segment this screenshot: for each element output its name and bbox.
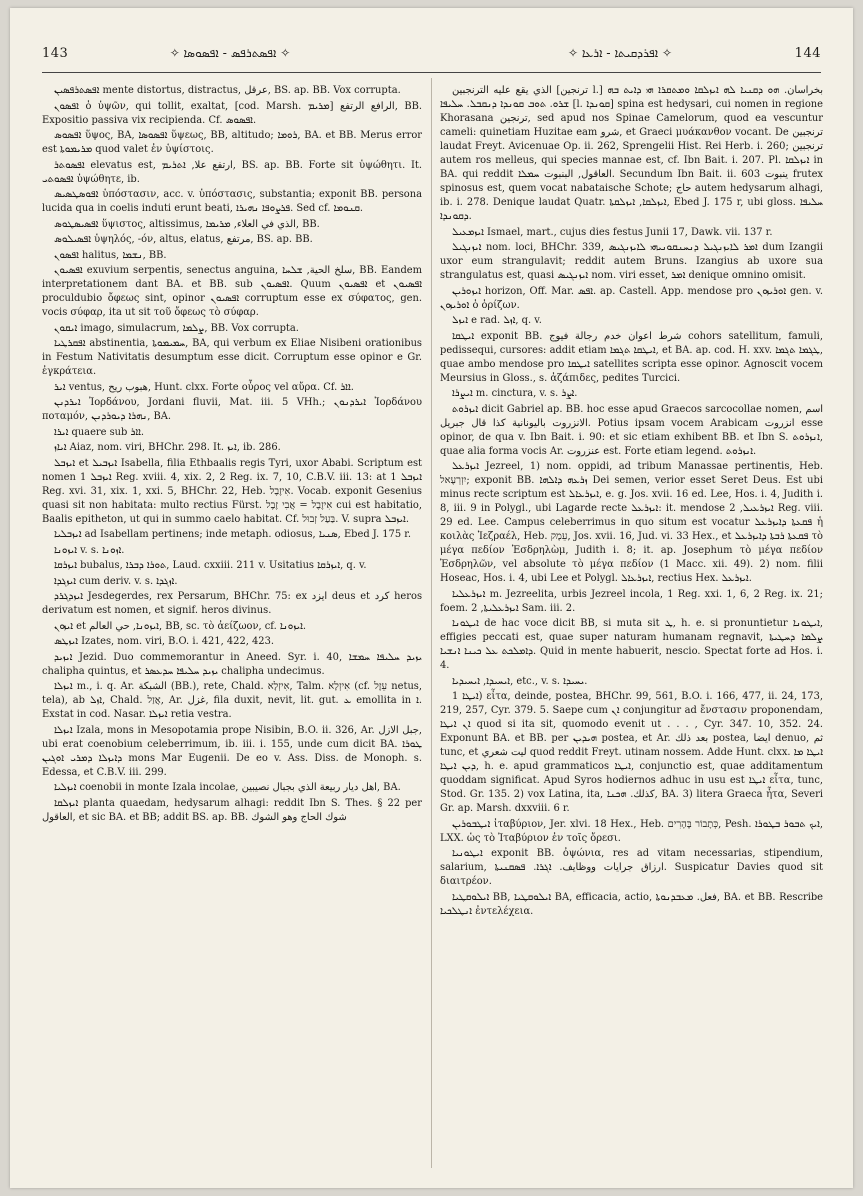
dictionary-entry: ܐܝܙܛܣ Izates, nom. viri, B.O. i. 421, 422, 423. bbox=[54, 636, 274, 647]
dictionary-entry: ܐܦܣܝܣܛܘܣ ὕψιστος, altissimus, الذي في العلاء, ܡܪܝܡܐ, BB. bbox=[54, 218, 320, 230]
dictionary-entry: ܐܝܙܪܥܠܝܐ m. Jezreelita, urbis Jezreel incola, 1 Reg. xxi. 1, 6, 2 Reg. ix. 21; foem. ܐܝܙܪܥܠܝܬܐ, 2 Sam. iii. 2. bbox=[440, 588, 823, 614]
page-number-left: 143 bbox=[42, 46, 69, 61]
dictionary-entry: ܐܝܙܘܪܝܢ horizon, Off. Mar. ܐܦܣ. ap. Castell. App. mendose pro ܐܘܪܝܙܘܢ gen. v. ܐܘܪܝܙܘܢ ὁ ὁρίζων. bbox=[440, 285, 823, 311]
dictionary-entry: ܐܝܙܠܝܐ coenobii in monte Izala incolae, اهل ديار ربيعة الذي بجبال نصيبين, BA. bbox=[54, 782, 401, 793]
dictionary-entry: ܐܝܙܝܕ Jezid. Duo commemorantur in Aneed. Syr. i. 40, ܝܙܝܕ ܚܠܝܦܐ ܚܡܫܐ chalipha quintus, et ܝܙܝܕ ܚܠܝܦܐ ܚܕܥܣܪ chalipha undecimus. bbox=[42, 651, 422, 677]
dictionary-entry: ܐܦܩܪܛܝܐ abstinentia, ܚܡܝܡܘܬܐ, BA, qui verbum ex Eliae Nisibeni orationibus in Festum Nativitatis desumptum esse dicit. Corruptum esse opinor e Gr. ἐγκράτεια. bbox=[42, 338, 422, 377]
dictionary-entry: ܐܝܩܘܢ imago, simulacrum, ܨܠܡܐ, BB. Vox corrupta. bbox=[54, 322, 299, 334]
dictionary-entry: ܐܦܣܝܠܘܣ ὑψηλός, -όν, altus, elatus, مرتفع, BS. ap. BB. bbox=[54, 234, 313, 245]
dictionary-entry: ܐܝܙܠ e rad. ܐܙܠ, q. v. bbox=[452, 315, 542, 326]
dictionary-entry: ܐܝܪ ventus, هبوب ريح, Hunt. clxx. Forte οὖρος vel αὔρα. Cf. ܐܐܪ. bbox=[54, 381, 354, 393]
dictionary-entry: ܐܝܙܒܠܝܐ ad Isabellam pertinens; inde metaph. odiosus, ܣܢܝܐ, Ebed J. 175 r. bbox=[54, 529, 412, 540]
dictionary-entry: ܐܝܨܪܐ m. cinctura, v. s. ܐܨܪ. bbox=[452, 388, 578, 399]
right-column bbox=[440, 84, 823, 1164]
dictionary-entry: ܐܝܙܕܓܪܕ Jesdegerdes, rex Persarum, BHChr. 75: ex ايزد deus et كرد heros derivatum est nomen, et signif. heros divinus. bbox=[42, 591, 422, 616]
dictionary-entry: ܐܝܛܘܢܐ de hac voce dicit BB, si muta sit ܛ, h. e. si pronuntietur ܐܝܛܘܢܐ, effigies peccati est, quae super naturam humanam regnavit, ܨܠܡܐ ܕܚܛܝܬܐ ܕܐܡܠܟܬ ܥܠ ܟܝܢܐ ܐܢܫܝܐ. Quid in mente habuerit, nescio. Spectat forte ad Hos. i. 4. bbox=[440, 618, 823, 671]
dictionary-entry: ܐܦܘܣܛܣܝܣ ὑπόστασιν, acc. v. ὑπόστασις, substantia; exponit BB. persona lucida qua in coelis induti erunt beati, ܦܪܨܘܦܐ ܢܗܝܪܐ. Sed cf. ܩܢܘܡܐ. bbox=[42, 189, 422, 214]
dictionary-entry: ܐܝܛܘܢܝܐ exponit BB. ὀψώνια, res ad vitam necessarias, stipendium, salarium, ارزاق جرايات ووظايف. ܐܓܪܐ. ܦܣܩܢܝܬܐ. Suspicatur Davies quod sit διαιτρέον. bbox=[440, 848, 823, 887]
running-head-left: ✧ ܐܦܣܬܪܦܣ - ܐܦܣܘܣܐ ✧ bbox=[169, 46, 291, 60]
dictionary-entry: ܐܝܙܠܩܐ planta quaedam, hedysarum alhagi: reddit Ibn S. Thes. § 22 per العاقول, et sic BA. et BB; addit BS. ap. BB. شوك الحاج وهو الشوك bbox=[42, 797, 422, 823]
left-column bbox=[42, 84, 422, 1164]
dictionary-entry: ܐܦܣܝܘܢ exuvium serpentis, senectus anguina, سلخ الحية, ܫܠܚܐ, BB. Eandem interpretationem dant BA. et BB. sub ܐܦܣܝܘܢ. Quum ܐܦܣܝܘܢ et ܐܦܣܝܘܢ proculdubio ὄφεως sint, opinor ܐܦܣܝܘܢ corruptum esse ex σύφατος, gen. vocis σύφαρ, ita ut sit τοῦ ὄφεως τὸ σύφαρ. bbox=[42, 265, 422, 318]
header-rule bbox=[42, 72, 821, 73]
dictionary-entry: ܐܝܚܝܕܐ, ܐܝܚܝܕܝܐ, etc., v. s. ܝܚܝܕܐ. bbox=[452, 675, 588, 687]
dictionary-entry: ܐܝܙܠܐ m., i. q. Ar. الشبكة (BB.), rete, Chald. אִיזְלָא, Talm. אִיזְלָא (cf. עֵזֶל netus, tela), ab ܐܙܠ, Chald. אֲזַל, Ar. غزل, fila duxit, nevit, lit. gut. ܥ emollita in ܐ. Exstat in cod. Nasar. ܐܝܙܠܐ retia vestra. bbox=[42, 681, 422, 720]
dictionary-entry: ܐܝܐܙ Aiaz, nom. viri, BHChr. 298. It. ܐܝܙ, ib. 286. bbox=[54, 442, 281, 453]
dictionary-entry: ܐܝܙܢܓܝܠ nom. loci, BHChr. 339, ܐܡܪ ܠܐܝܙܢܓܝܠ ܕܢܚܢܩܘܢܝܗܝ ܠܐܝܙܢܓܝܣ dum Izangii uxor eum strangulavit; reddit autem Bruns. Izangius ab uxore sua strangulatus est, quasi ܐܝܙܢܓܝܣ nom. viri esset, ܐܡܪ denique omnino omisit. bbox=[440, 242, 823, 281]
dictionary-entry: ܐܝܙܪܥܠ Jezreel, 1) nom. oppidi, ad tribum Manassae pertinentis, Heb. יִזְרְעֶאל; exponit BB. ܙܪܥܗ ܕܐܠܗܐ Dei semen, verior esset Seret Deus. Est ubi minus recte scriptum est ܐܝܙܪܥܐܠ, e. g. Jos. xvii. 16 ed. Lee, Hos. i. 4, Judith i. 8, iii. 9 in Polygl., ubi Lagarde recte ܐܝܙܪܥܠ: it. mendose ܐܝܙܪܥܝܠ, 2 Reg. viii. 29 ed. Lee. Campus celeberrimus in quo situm est vocatur ܦܩܥܬܐ ܕܐܝܙܪܥܠ ἡ κοιλὰς Ἰεζραέλ, Heb. עֵמֶק, Jos. xvii. 16, Jud. vi. 33 Hex., et ܦܩܥܬܐ ܪܒܬܐ ܕܐܝܙܪܥܠ τὸ μέγα πεδίον Ἐσδρηλὼμ, Judith i. 8; it. ap. Josephum τὸ μέγα πεδίον Ἐσδρηλῶν, vel absolute τὸ μέγα πεδίον (1 Macc. xii. 49). 2) nom. filii Hoseac, Hos. i. 4, ubi Lee et Polygl. ܐܝܙܪܥܐܠ, rectius Hex. ܐܝܙܪܥܠ. bbox=[440, 461, 823, 584]
dictionary-entry: ܐܦܣܘܢ halitus, ܢܫܡܐ, BB. bbox=[54, 249, 167, 261]
dictionary-entry: ܐܦܣܘܢ ὁ ὑψῶν, qui tollit, exaltat, [cod. Marsh. ܡܪܝܡ] الرافع الرتفع, BB. Expositio passiva vix recipienda. Cf. ܐܦܣܘܣ. bbox=[42, 100, 422, 126]
dictionary-entry: ܐܝܛܐ 1) εἶτα, deinde, postea, BHChr. 99, 561, B.O. i. 166, 477, ii. 24, 173, 219, 257, Cyr. 379. 5. Saepe cum ܐܢ conjungitur ad ἔνστασιν proponendam, ܐܢ ܐܝܛܐ quod si ita sit, quomodo evenit ut . . . , Cyr. 347. 10, 352. 24. Exponunt BA. et BB. per ܗܝܕܝܢ postea, et Ar. بعد ذلك postea, ايضا denuo, ثم tunc, et ليت شعري quod reddit Freyt. utinam nossem. Adde Hunt. clxx. ܐܝܛܐ ܡܐ ܕܝܢ ܐܝܛܐ, h. e. apud grammaticos ܐܝܛܐ, conjunctio est, quae additamentum quoddam significat. Apud Syros hodiernos adhuc in usu est ܐܝܛܐ εἶτα, tunc, Stod. Gr. 135. 2) vox Latina, ita, كذلك. ܗܟܢܐ, BA. 3) litera Graeca ἦτα, Severi Gr. ap. Marsh. dxxviii. 6 r. bbox=[440, 691, 823, 814]
dictionary-entry: ܐܝܪܐ quaere sub ܐܐܪ. bbox=[54, 426, 145, 438]
dictionary-entry: ܐܝܛܩܐ exponit BB. شرط اعوان خدم رجالة فيوج cohors satellitum, famuli, pedissequi, cursores: addit etiam ܐܝܛܩܐ ܬܓܡܐ, et BA. ap. cod. H. xxv. ܛܓܡܐ ܬܓܡܐ, quae ambo mendose pro ܐܝܛܩܐ satellites scripta esse opinor. Agnoscit vocem Meursius in Gloss., s. ἀζάπιδες, pedites Turcici. bbox=[440, 330, 823, 384]
dictionary-entry: ܐܝܠܘܩܛܝܐ BB, ܐܝܠܘܩܛܝܐ BA, efficacia, actio, فعل. ܡܥܒܕܢܘܬܐ, BA. et BB. Rescribe ܐܢܛܠܟܝܐ ἐντελέχεια. bbox=[440, 891, 823, 917]
running-head-right: ✧ ܐܦܪܕܩܝܬܐ - ܐܪܥܐ ✧ bbox=[567, 46, 673, 60]
dictionary-entry: الذي يقع عليه الترنجبين [ترنجين l.] بخراسان. ܗܘ ܕܩܢܝܐ ܠܗ ܐܝܙܠܩܐ ܘܡܬܩܪܐ ܗܝ ܕܐܝܬ ܒܗ ܫܪܘ. ܬܘܒ ܩܘܢܕܐ ܕܢܩܒܠ. ܚܠܝܦܐ [l. ܩܘܢܕܐ] spina est hedysari, cui nomen in regione Khorasana ترنجين, sed apud nos Spinae Camelorum, quod ea vescuntur cameli: quinetiam Huzitae eam شرو, et Graeci μυάκανθον vocant. De ترنجبين laudat Freyt. Avicenuae Op. ii. 262, Sprengelii Hist. Rei Herb. i. 260; ترنجبين autem ros melleus, qui species mannae est, cf. Ibn Bait. i. 207. Pl. ܐܝܙܠܩܐ in BA. qui reddit العاقول, البنبوت ܚܡܠܐ. Secundum Ibn Bait. ii. 603 ينبوت frutex spinosus est, quem vocat nabataische Schote; حاج autem hedysarum alhagi, ib. i. 278. Denique laudat Quatr. ܐܝܙܠܩܐ, ܐܝܙܠܩܬܐ, Ebed J. 175 r, ubi gloss. ܚܠܝܦܐ ܕܩܘܢܕܐ. bbox=[440, 85, 823, 222]
page-number-right: 144 bbox=[794, 46, 821, 61]
page-header bbox=[10, 46, 853, 66]
dictionary-entry: ܐܝܙܠܐ Izala, mons in Mesopotamia prope Nisibin, B.O. ii. 326, Ar. جبل الازل, ubi erat coenobium celeberrimum, ib. iii. i. 155, unde cum dicit BA. ܛܘܪܐ ܕܐܝܙܠܐ ܕܡܪܝ ܐܘܓܝܢ mons Mar Eugenii. De eo v. Ass. Diss. de Monoph. s. Edessa, et C.B.V. iii. 299. bbox=[42, 724, 422, 778]
dictionary-entry: ܐܝܙܘܢܐ v. s. ܐܙܘܢܐ. bbox=[54, 544, 125, 556]
dictionary-entry: ܐܝܙܘܢ et ܐܝܙܘܢܐ, حي العالم, BB, sc. τὸ ἀείζωον, cf. ܐܝܙܘܢܐ. bbox=[54, 620, 306, 632]
dictionary-entry: ܐܝܙܪܩܐ bubalus, ܬܘܪܐ ܕܒܪܐ, Laud. cxxiii. 211 v. Usitatius ܐܝܙܪܩܐ, q. v. bbox=[54, 560, 367, 571]
dictionary-page bbox=[10, 8, 853, 1188]
dictionary-entry: ܐܝܙܪܘܬ dicit Gabriel ap. BB. hoc esse apud Graecos sarcocollae nomen, اسم الانزروت باليونانية كذا قال جبريل. Potius ipsam vocem Arabicam انزروت esse opinor, de qua v. Ibn Bait. i. 90: et sic etiam exhibent BB. et Ibn S. ܐܢܙܪܘܬ, quae alia forma vocis Ar. عنزروت est. Forte etiam legend. ܐܢܙܪܘܬ. bbox=[440, 403, 823, 457]
dictionary-entry: ܐܦܣܘܬܪ elevatus est, ارتفع علا, ܐܬܪܝܡ, BS. ap. BB. Forte sit ὑψώθητι. It. ܐܦܣܘܬܝ ὑψώθητε, ib. bbox=[42, 159, 422, 185]
dictionary-entry: ܐܝܙܓܕܐ cum deriv. v. s. ܐܙܓܕܐ. bbox=[54, 575, 178, 587]
dictionary-entry: ܐܝܙܒܠ et ܐܝܙܒܝܠ Isabella, filia Ethbaalis regis Tyri, uxor Ababi. Scriptum est nomen ܐܝܙܒܠ 1 Reg. xviii. 4, xix. 2, 2 Reg. ix. 7, 10, C.B.V. iii. 13: at ܐܝܙܒܠ 1 Reg. xvi. 31, xix. 1, xxi. 5, BHChr. 22, Heb. אִיזֶבֶל. Vocab. exponit Gesenius quasi sit non habitata: multo rectius Fürst. אִיזֶבֶל = אֲבִי זֶבֶל cui est habitatio, Baalis epitheton, ut qui in summo caelo habitat. Cf. בַּעַל זְבוּל. V. supra ܐܝܙܒܠ. bbox=[42, 457, 422, 525]
dictionary-entry: ܐܝܙܡܥܝܠ Ismael, mart., cujus dies festus Junii 17, Dawk. vii. 137 r. bbox=[452, 226, 773, 238]
dictionary-entry: ܐܦܣܬܪܦܣܝܢ mente distortus, distractus, عرقل, BS. ap. BB. Vox corrupta. bbox=[54, 85, 401, 96]
dictionary-entry: ܐܦܣܘܣ ὕψος, BA, ܐܦܣܘܣܐ ὕψεως, BB, altitudo; ܪܘܡܐ, BA. et BB. Merus error est ܡܪܝܡܘܬܐ quod valet ἐν ὑψίστοις. bbox=[42, 130, 422, 155]
column-divider bbox=[431, 78, 432, 1168]
dictionary-entry: ܐܝܪܕܢܢ Ἰορδάνου, Jordani fluvii, Mat. iii. 5 VHh.; ܐܝܪܕܢܘܢ Ἰορδάνου ποταμόν, ܢܗܪܐ ܕܝܘܪܕܢܢ, BA. bbox=[42, 397, 422, 422]
dictionary-entry: ܐܝܛܒܘܪܝܢ ἰταβύριον, Jer. xlvi. 18 Hex., Heb. כְּתָבוֹר בֶּהָרִים, Pesh. ܐܝܟ ܬܒܘܪ ܒܛܘܪܐ, LXX. ὡς τὸ Ἰταβύριον ἐν τοῖς ὄρεσι. bbox=[440, 818, 823, 844]
